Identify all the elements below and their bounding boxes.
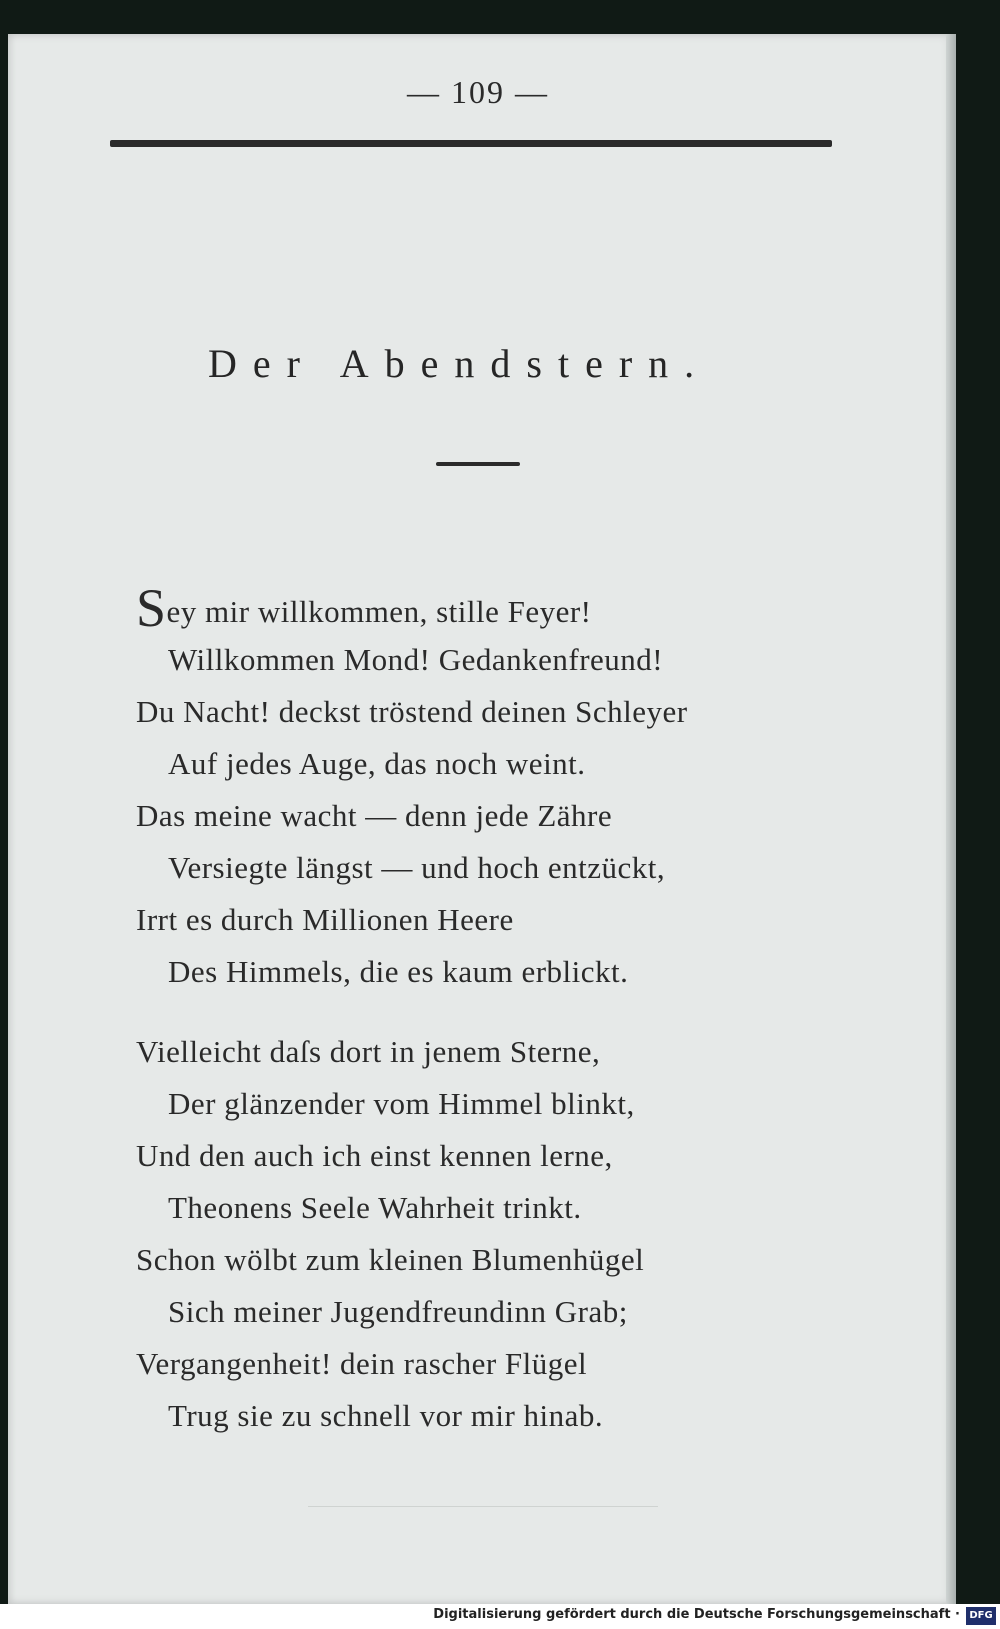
poem-title: Der Abendstern.: [208, 341, 711, 386]
poem-line: Willkommen Mond! Gedankenfreund!: [168, 642, 664, 677]
poem-line: Des Himmels, die es kaum erblickt.: [168, 954, 629, 989]
footer-credit: Digitalisierung gefördert durch die Deutsche Forschungsgemeinschaft ·: [433, 1607, 960, 1622]
dfg-logo: DFG: [966, 1607, 996, 1625]
poem-line: Theonens Seele Wahrheit trinkt.: [168, 1190, 582, 1225]
poem-line: Versiegte längst — und hoch entzückt,: [168, 850, 666, 885]
stanza-2: [136, 1026, 856, 1442]
poem-line: [136, 578, 856, 638]
title-rule: [436, 462, 520, 466]
poem-line: Trug sie zu schnell vor mir hinab.: [168, 1398, 604, 1433]
digitization-footer: [0, 1604, 1000, 1629]
stanza-1: [136, 578, 856, 998]
poem-line-text: ey mir willkommen, stille Feyer!: [166, 594, 592, 629]
poem-line: Auf jedes Auge, das noch weint.: [168, 746, 586, 781]
page-number: — 109 —: [407, 74, 549, 110]
poem-line: Sich meiner Jugendfreundinn Grab;: [168, 1294, 628, 1329]
header-rule: [110, 140, 832, 147]
bleed-through-rule: [308, 1506, 658, 1507]
page-edge: [946, 34, 956, 1604]
drop-cap: S: [136, 578, 167, 638]
poem-line: Du Nacht! deckst tröstend deinen Schleyer: [136, 694, 688, 729]
poem-line: Und den auch ich einst kennen lerne,: [136, 1138, 613, 1173]
poem-line: Der glänzender vom Himmel blinkt,: [168, 1086, 635, 1121]
poem-line: Schon wölbt zum kleinen Blumenhügel: [136, 1242, 645, 1277]
book-page: [8, 34, 956, 1604]
poem-line: Irrt es durch Millionen Heere: [136, 902, 514, 937]
poem-line: Vergangenheit! dein rascher Flügel: [136, 1346, 588, 1381]
poem-line: Das meine wacht — denn jede Zähre: [136, 798, 613, 833]
poem-line: Vielleicht daſs dort in jenem Sterne,: [136, 1034, 601, 1069]
